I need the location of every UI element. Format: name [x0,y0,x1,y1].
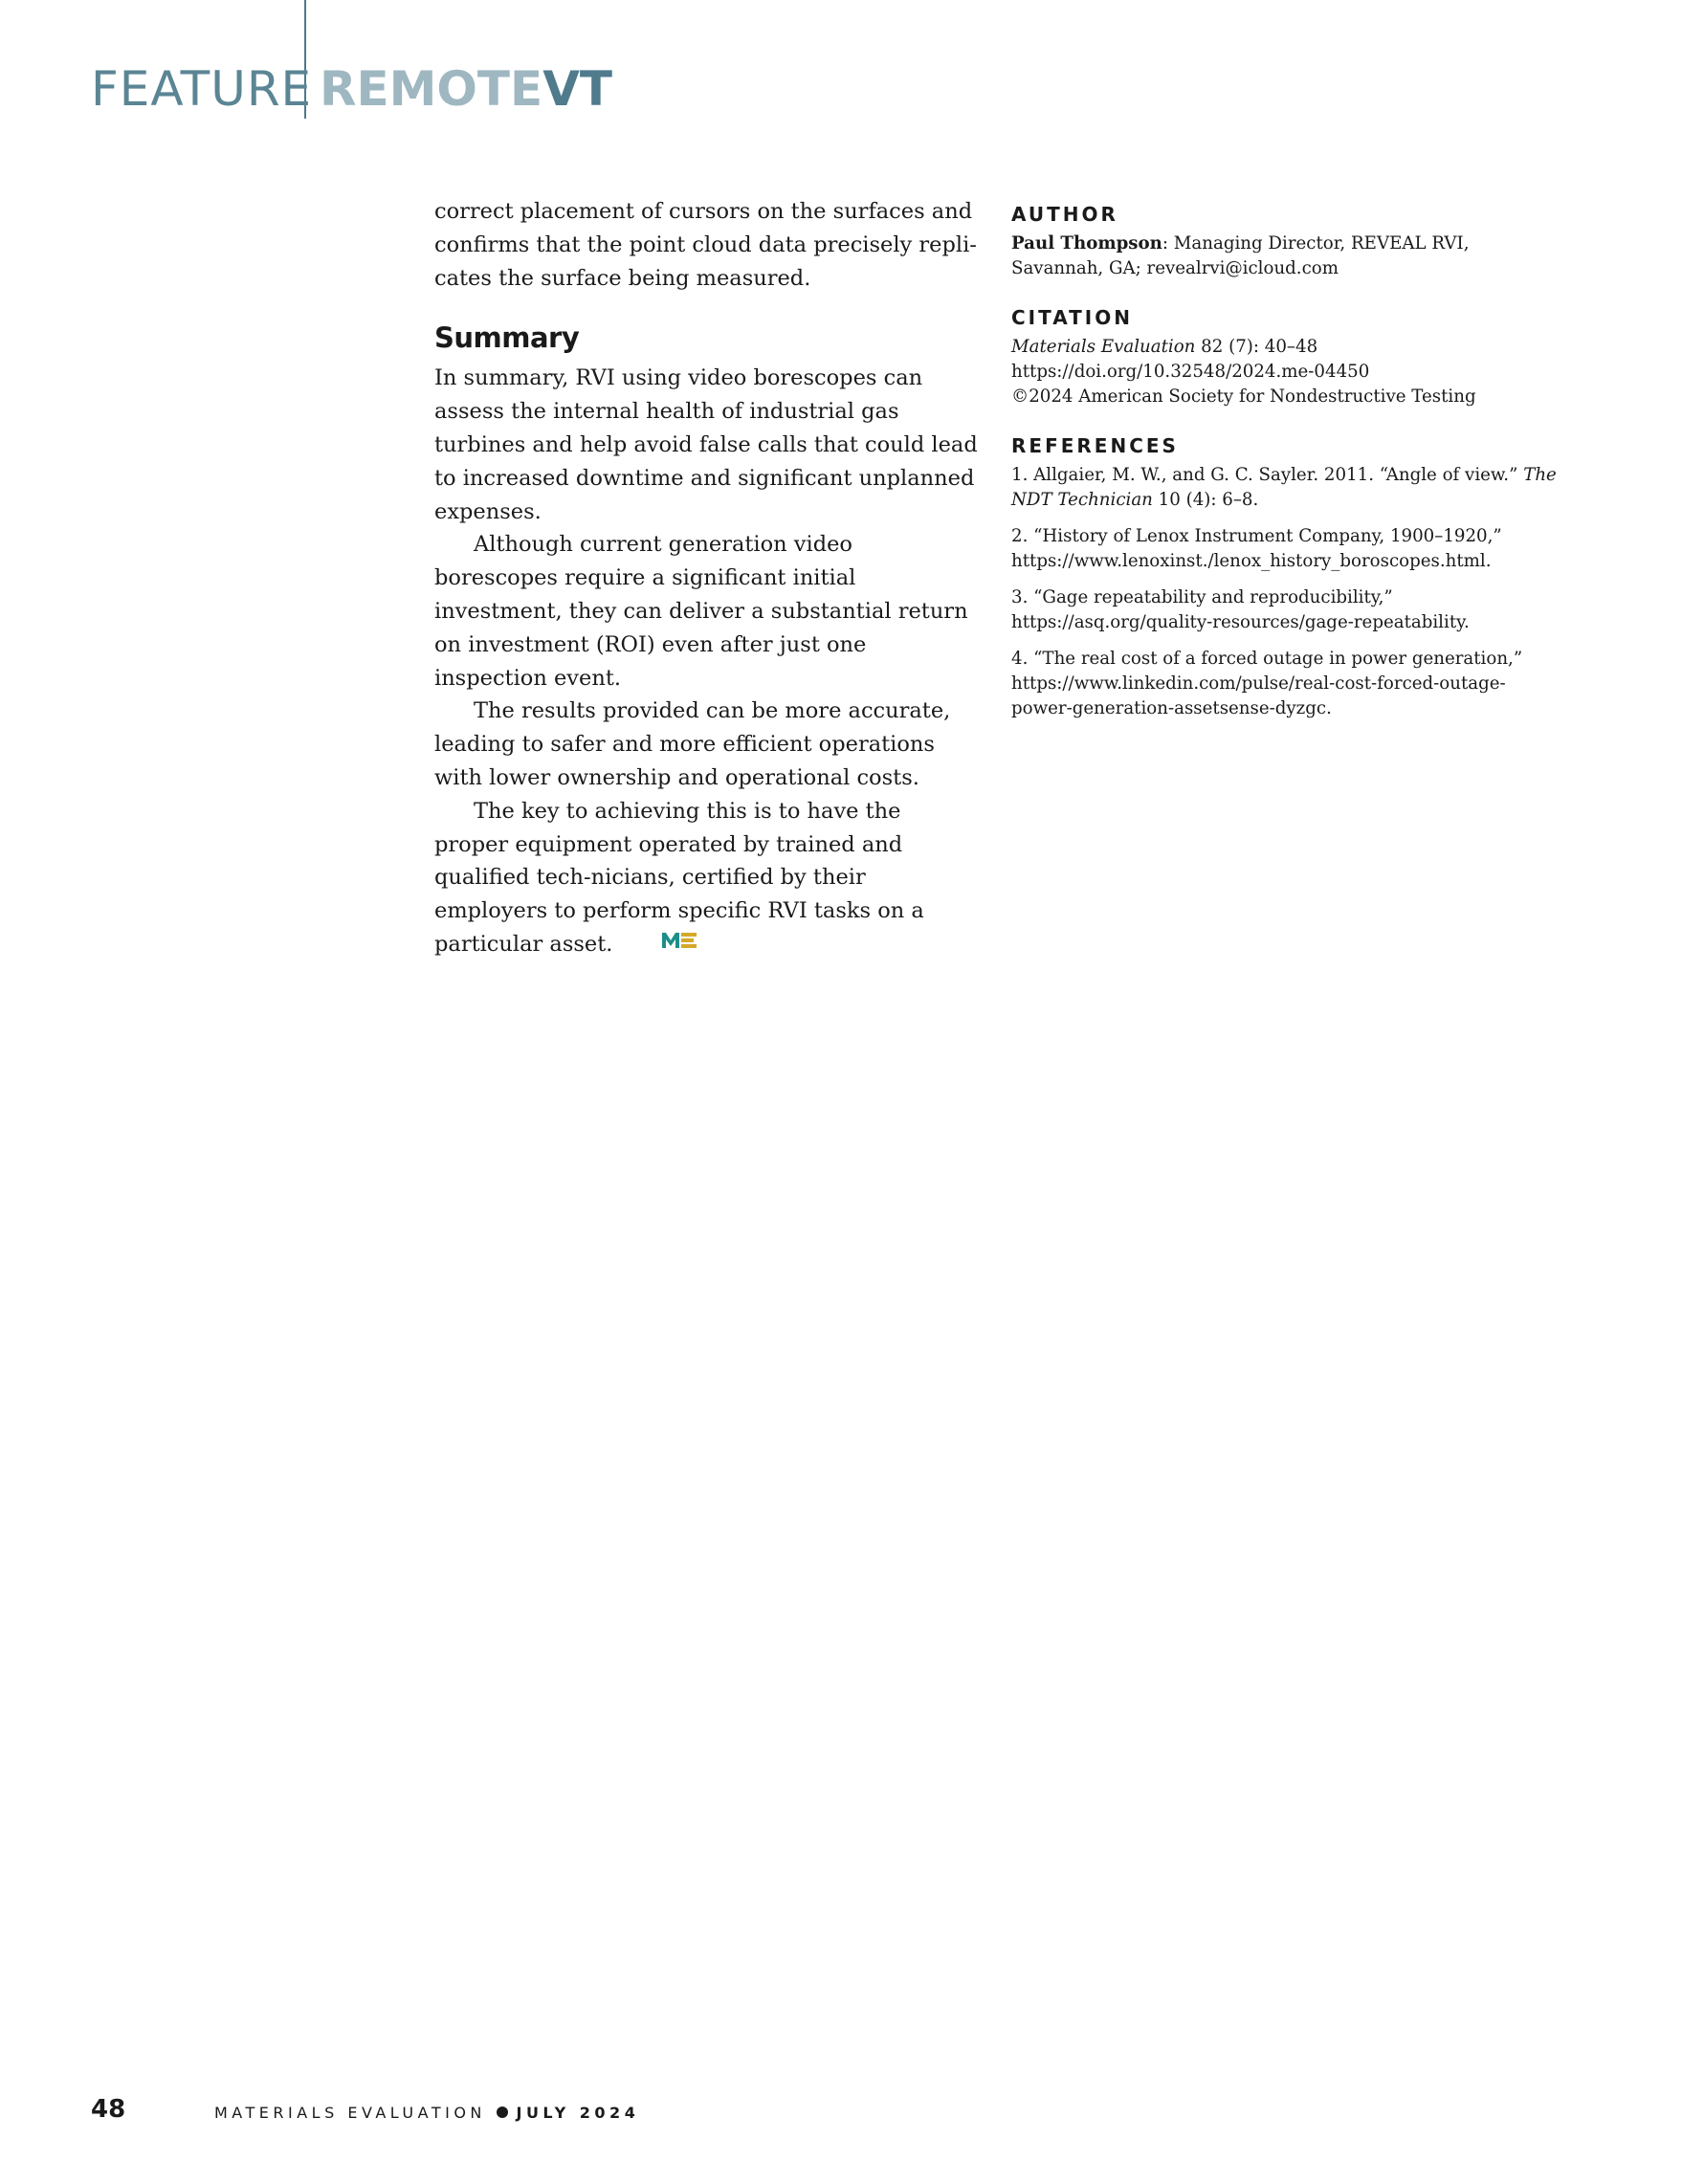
citation-volume: 82 (7): 40–48 [1195,337,1318,357]
page-number: 48 [91,2095,126,2124]
author-name: Paul Thompson [1011,233,1162,254]
column-title-vt: VT [542,61,612,117]
summary-paragraph-2: Although current generation video borescopes require a significant initial investment, they can deliver a substantial return on investment (ROI) even after just one inspection event. [434,532,968,691]
reference-1-journal: The NDT Technician [1011,465,1557,510]
author-section [1011,203,1566,281]
reference-1-volume: 10 (4): 6–8. [1152,490,1259,510]
summary-paragraph-1: In summary, RVI using video borescopes can assess the internal health of industrial gas turbines and help avoid false calls that could lead to increased downtime and significant unplanned expenses. [434,365,978,524]
article-intro-paragraph: correct placement of cursors on the surfaces and confirms that the point cloud data precisely repli-cates the surface being measured. [434,199,977,291]
author-info [1011,232,1566,281]
section-label: FEATURE [91,61,313,117]
references-section [1011,434,1566,721]
me-end-mark-icon [622,926,697,960]
citation-section [1011,306,1566,409]
reference-item-4[interactable]: 4. “The real cost of a forced outage in power generation,” https://www.linkedin.com/pulse/real-cost-forced-outage-power-generation-assetsense-dyzgc. [1011,649,1523,718]
reference-item-3[interactable]: 3. “Gage repeatability and reproducibility,” https://asq.org/quality-resources/gage-repeatability. [1011,587,1470,632]
citation-journal-line [1011,335,1566,360]
reference-item-1 [1011,463,1566,513]
column-title-remote: REMOTE [320,61,543,117]
summary-paragraph-4-text: The key to achieving this is to have the proper equipment operated by trained and qualified tech-nicians, certified by their employers to perform specific RVI tasks on a particular asset. [434,798,924,957]
summary-paragraph-4 [434,795,980,962]
citation-heading: CITATION [1011,306,1133,329]
citation-copyright: ©2024 American Society for Nondestructive Testing [1011,386,1476,407]
citation-doi[interactable]: https://doi.org/10.32548/2024.me-04450 [1011,362,1370,382]
summary-heading: Summary [434,321,580,355]
citation-journal: Materials Evaluation [1011,337,1196,357]
article-sidebar [1011,203,1566,746]
running-footer [214,2104,639,2122]
article-body [434,195,980,961]
issue-date: JULY 2024 [516,2104,640,2122]
references-heading: REFERENCES [1011,434,1179,457]
publication-name: MATERIALS EVALUATION [214,2104,486,2122]
summary-paragraph-3: The results provided can be more accurate, leading to safer and more efficient operations with lower ownership and operational costs. [434,698,951,790]
bullet-separator-icon [497,2107,508,2118]
column-title [320,61,612,117]
reference-1-text: 1. Allgaier, M. W., and G. C. Sayler. 2011. “Angle of view.” [1011,465,1524,485]
author-heading: AUTHOR [1011,203,1118,226]
reference-item-2[interactable]: 2. “History of Lenox Instrument Company, 1900–1920,” https://www.lenoxinst./lenox_history_boroscopes.html. [1011,526,1502,571]
author-details: : Managing Director, REVEAL RVI, Savannah, GA; revealrvi@icloud.com [1011,233,1470,278]
